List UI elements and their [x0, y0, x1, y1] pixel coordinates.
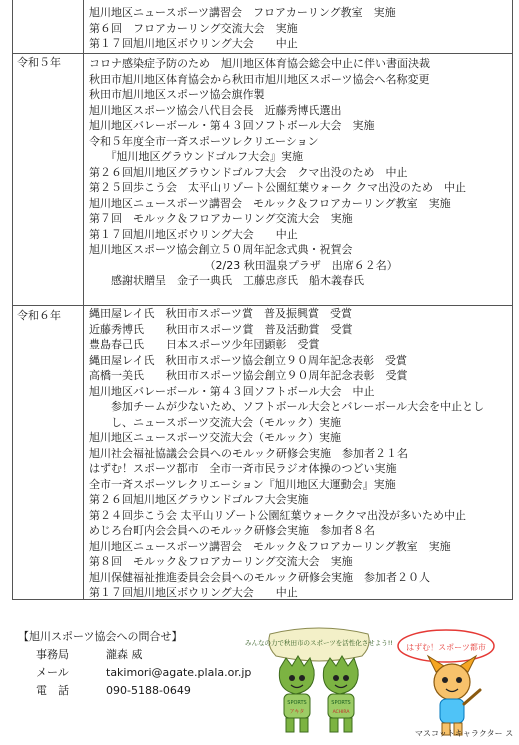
- list-item: 近藤秀博氏 秋田市スポーツ賞 普及活動賞 受賞: [89, 322, 353, 336]
- list-item: 旭川地区ニュースポーツ講習会 モルック＆フロアカーリング教室 実施: [89, 196, 451, 210]
- list-item: 旭川社会福祉協議会会員へのモルック研修会実施 参加者２１名: [89, 446, 408, 460]
- tel-value: 090-5188-0649: [106, 684, 191, 697]
- list-item: 旭川地区スポーツ協会創立５０周年記念式典・祝賀会: [89, 243, 353, 256]
- list-item: （2/23 秋田温泉プラザ 出席６２名）: [89, 258, 398, 272]
- list-item: めじろ台町内会会員へのモルック研修会実施 参加者８名: [89, 524, 375, 537]
- list-item: 第２５回歩こう会 太平山リゾート公園紅葉ウォーク クマ出没のため 中止: [89, 181, 467, 194]
- office-label: 事務局: [36, 648, 69, 661]
- tel-label: 電 話: [36, 684, 69, 697]
- mascot-right: [323, 656, 358, 732]
- mascot-pair-illustration: [245, 626, 393, 742]
- contact-info: [18, 628, 251, 700]
- list-item: 旭川地区バレーボール・第４３回ソフトボール大会 中止: [89, 384, 375, 398]
- list-item: はずむ！スポーツ都市 全市一斉市民ラジオ体操のつどい実施: [89, 462, 397, 475]
- list-item: 旭川地区バレーボール・第４３回ソフトボール大会 実施: [89, 119, 375, 132]
- list-item: 秋田市旭川地区体育協会から秋田市旭川地区スポーツ協会へ名称変更: [89, 72, 430, 86]
- list-item: 第２４回歩こう会 太平山リゾート公園紅葉ウォーククマ出没が多いため中止: [89, 508, 467, 522]
- contact-mail: [18, 664, 251, 682]
- mascot-speech-bubble: はずむ！スポーツ都市: [406, 643, 486, 652]
- year-label-reiwa5: 令和５年: [17, 56, 61, 69]
- mail-label: メール: [36, 666, 69, 679]
- city-mascot-illustration: [388, 620, 512, 744]
- list-item: 旭川地区ニュースポーツ講習会 フロアカーリング教室 実施: [89, 6, 396, 19]
- list-item: 縄田屋レイ氏 秋田市スポーツ賞 普及振興賞 受賞: [89, 307, 353, 320]
- list-item: 令和５年度全市一斉スポーツレクリエーション: [89, 134, 319, 148]
- shirt-text: SPORTS: [287, 700, 307, 706]
- list-item: 豊島春己氏 日本スポーツ少年団顕彰 受賞: [89, 338, 320, 351]
- list-item: 感謝状贈呈 金子一典氏 工藤忠彦氏 船木義春氏: [89, 274, 364, 287]
- contact-tel: [18, 682, 251, 700]
- list-item: 第２６回旭川地区グラウンドゴルフ大会 クマ出没のため 中止: [89, 165, 408, 179]
- list-item: 高橋一美氏 秋田市スポーツ協会創立９０周年記念表彰 受賞: [89, 369, 408, 382]
- list-item: 旭川地区スポーツ協会八代目会長 近藤秀博氏選出: [89, 103, 342, 117]
- list-item: 第８回 モルック＆フロアカーリング交流大会 実施: [89, 555, 353, 568]
- list-item: し、ニュースポーツ交流大会（モルック）実施: [89, 415, 342, 429]
- contact-office: [18, 646, 251, 664]
- list-item: 縄田屋レイ氏 秋田市スポーツ協会創立９０周年記念表彰 受賞: [89, 353, 408, 367]
- year-column: [13, 0, 84, 599]
- list-item: 全市一斉スポーツレクリエーション『旭川地区大運動会』実施: [89, 477, 396, 491]
- list-item: 旭川保健福祉推進委員会会員へのモルック研修会実施 参加者２０人: [89, 570, 430, 584]
- mascot-slogan: みんなの力で秋田市のスポーツを活性化させよう!!: [245, 639, 393, 647]
- contact-header: 【旭川スポーツ協会への問合せ】: [18, 630, 183, 643]
- list-item: 旭川地区ニュースポーツ交流大会（モルック）実施: [89, 431, 342, 444]
- mascot-right-name: ACHIRA: [332, 710, 350, 715]
- history-table: [12, 0, 513, 600]
- mascot-caption: マスコットキャラクター ス: [415, 729, 514, 738]
- list-item: 第２６回旭川地区グラウンドゴルフ大会実施: [89, 493, 309, 506]
- list-item: 第１７回旭川地区ボウリング大会 中止: [89, 37, 298, 50]
- shirt-text: SPORTS: [331, 700, 351, 706]
- mascot-left: [279, 656, 314, 732]
- list-item: コロナ感染症予防のため 旭川地区体育協会総会中止に伴い書面決裁: [89, 57, 430, 70]
- office-value: 瀧森 威: [106, 648, 143, 661]
- mascot-left-name: アキタ: [289, 709, 305, 715]
- mail-value[interactable]: takimori@agate.plala.or.jp: [106, 666, 252, 679]
- list-item: 第１７回旭川地区ボウリング大会 中止: [89, 227, 298, 241]
- list-item: 『旭川地区グラウンドゴルフ大会』実施: [89, 150, 304, 163]
- list-item: 第６回 フロアカーリング交流大会 実施: [89, 21, 298, 35]
- list-item: 参加チームが少ないため、ソフトボール大会とバレーボール大会を中止とし: [89, 400, 485, 413]
- list-item: 旭川地区ニュースポーツ講習会 モルック＆フロアカーリング教室 実施: [89, 539, 451, 553]
- reiwa6-entries: [89, 306, 510, 601]
- list-item: 秋田市旭川地区スポーツ協会旗作製: [89, 88, 265, 101]
- year-label-reiwa6: 令和６年: [17, 309, 61, 322]
- reiwa5-entries: [89, 56, 510, 289]
- list-item: 第７回 モルック＆フロアカーリング交流大会 実施: [89, 212, 353, 225]
- list-item: 第１７回旭川地区ボウリング大会 中止: [89, 586, 298, 599]
- prior-entries: [89, 5, 510, 52]
- row-divider: [13, 53, 512, 54]
